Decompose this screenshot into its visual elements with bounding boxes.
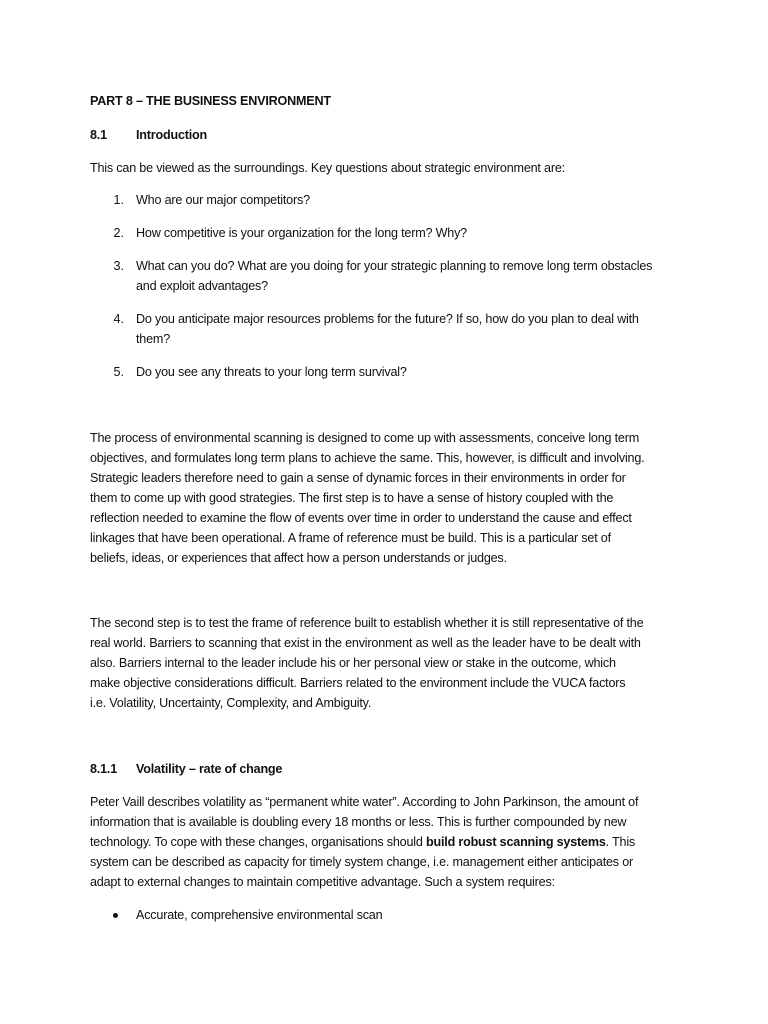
- emphasis-text: build robust scanning systems: [426, 835, 606, 849]
- paragraph-line: Strategic leaders therefore need to gain a sense of dynamic forces in their environments in order for: [90, 471, 626, 485]
- paragraph-line: objectives, and formulates long term plans to achieve the same. This, however, is difficult and involving.: [90, 451, 645, 465]
- paragraph-line: [90, 832, 635, 852]
- bullet-icon: [113, 913, 118, 918]
- list-item-text: What can you do? What are you doing for your strategic planning to remove long term obstacles: [136, 259, 653, 273]
- list-item-number: 5.: [113, 365, 124, 379]
- paragraph-line: reflection needed to examine the flow of events over time in order to understand the cause and effect: [90, 511, 632, 525]
- list-item-text: Who are our major competitors?: [136, 193, 310, 207]
- subsection-number: 8.1.1: [90, 762, 118, 776]
- list-item-text-continued: them?: [136, 332, 171, 346]
- paragraph-line: linkages that have been operational. A frame of reference must be build. This is a particular set of: [90, 531, 611, 545]
- section-number: 8.1: [90, 128, 107, 142]
- paragraph-line: make objective considerations difficult. Barriers related to the environment include the VUCA factors: [90, 676, 626, 690]
- paragraph-line: information that is available is doubling every 18 months or less. This is further compounded by new: [90, 815, 627, 829]
- list-item-text: Do you anticipate major resources problems for the future? If so, how do you plan to deal with: [136, 312, 639, 326]
- paragraph-line: them to come up with good strategies. The first step is to have a sense of history coupled with the: [90, 491, 614, 505]
- paragraph-text: technology. To cope with these changes, organisations should: [90, 835, 426, 849]
- paragraph-text: . This: [605, 835, 636, 849]
- paragraph-line: The second step is to test the frame of reference built to establish whether it is still representative of the: [90, 616, 644, 630]
- part-title: PART 8 – THE BUSINESS ENVIRONMENT: [90, 94, 331, 108]
- paragraph-line: real world. Barriers to scanning that exist in the environment as well as the leader have to be dealt with: [90, 636, 641, 650]
- section-title: Introduction: [136, 128, 208, 142]
- paragraph-line: The process of environmental scanning is designed to come up with assessments, conceive long term: [90, 431, 640, 445]
- paragraph-line: also. Barriers internal to the leader include his or her personal view or stake in the outcome, which: [90, 656, 616, 670]
- paragraph-line: system can be described as capacity for timely system change, i.e. management either anticipates or: [90, 855, 633, 869]
- subsection-title: Volatility – rate of change: [136, 762, 283, 776]
- list-item-number: 1.: [113, 193, 124, 207]
- list-item-text: Accurate, comprehensive environmental scan: [136, 908, 383, 922]
- paragraph-line: i.e. Volatility, Uncertainty, Complexity, and Ambiguity.: [90, 696, 372, 710]
- list-item-number: 4.: [113, 312, 124, 326]
- intro-paragraph: This can be viewed as the surroundings. Key questions about strategic environment are:: [90, 161, 565, 175]
- paragraph-line: adapt to external changes to maintain competitive advantage. Such a system requires:: [90, 875, 555, 889]
- list-item-number: 2.: [113, 226, 124, 240]
- list-item-text: Do you see any threats to your long term survival?: [136, 365, 407, 379]
- list-item-number: 3.: [113, 259, 124, 273]
- paragraph-line: Peter Vaill describes volatility as “permanent white water”. According to John Parkinson, the amount of: [90, 795, 639, 809]
- list-item-text: How competitive is your organization for the long term? Why?: [136, 226, 467, 240]
- paragraph-line: beliefs, ideas, or experiences that affect how a person understands or judges.: [90, 551, 507, 565]
- list-item-text-continued: and exploit advantages?: [136, 279, 268, 293]
